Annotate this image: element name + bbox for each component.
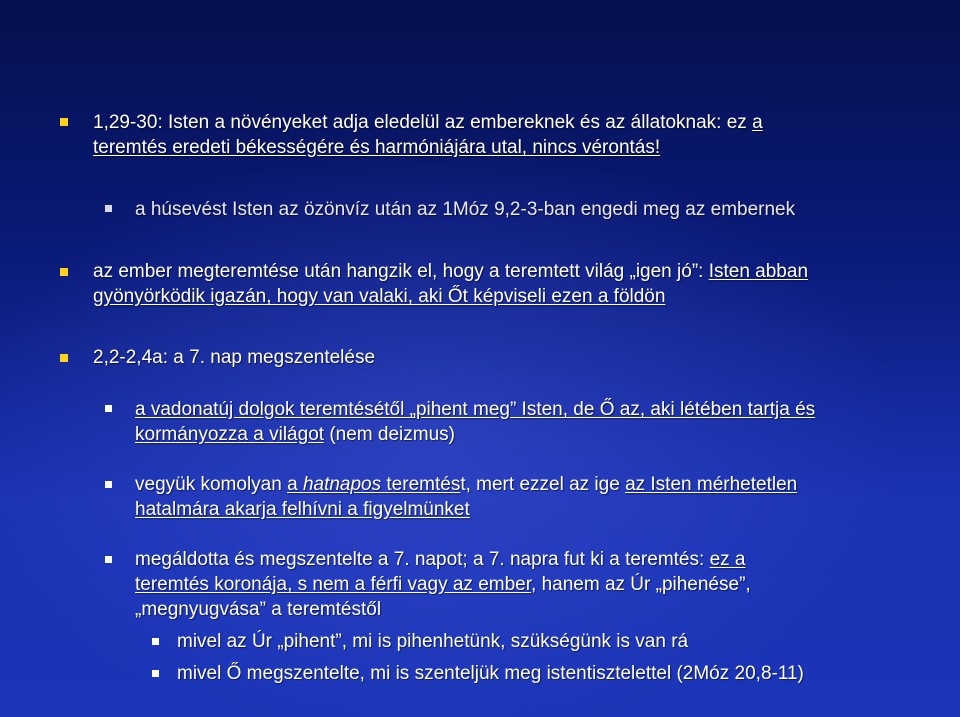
- paragraph-6-underlined-b: teremtés: [381, 474, 461, 495]
- paragraph-4-line-1: 2,2-2,4a: a 7. nap megszentelése: [93, 347, 376, 368]
- paragraph-3-text: az ember megteremtése után hangzik el, hogy a teremtett világ „igen jó”:: [93, 261, 709, 282]
- paragraph-6-text-b: t, mert ezzel az ige: [460, 474, 626, 495]
- paragraph-1-line-1: [93, 110, 763, 135]
- paragraph-6-underlined-c: az Isten mérhetetlen: [625, 474, 798, 495]
- paragraph-5-line-1: a vadonatúj dolgok teremtésétől „pihent meg” Isten, de Ő az, aki létében tartja és: [135, 399, 816, 420]
- bullet-6: [105, 481, 112, 488]
- bullet-3: [60, 268, 68, 276]
- paragraph-6-line-1: [135, 472, 797, 497]
- bullet-4: [60, 354, 68, 362]
- paragraph-5-line-2: [135, 422, 455, 447]
- paragraph-5-underlined: kormányozza a világot: [135, 424, 325, 445]
- paragraph-6-line-2: hatalmára akarja felhívni a figyelmünket: [135, 499, 470, 520]
- paragraph-7-text-a: megáldotta és megszentelte a 7. napot; a 7. napra fut ki a teremtés:: [135, 549, 710, 570]
- paragraph-2-line-1: a húsevést Isten az özönvíz után az 1Móz 9,2-3-ban engedi meg az embernek: [135, 199, 796, 220]
- bullet-2: [105, 205, 112, 212]
- bullet-8: [152, 638, 159, 645]
- paragraph-7-line-1: [135, 547, 745, 572]
- paragraph-8-line-1: mivel az Úr „pihent”, mi is pihenhetünk, szükségünk is van rá: [177, 631, 689, 652]
- paragraph-3-underlined: Isten abban: [708, 261, 809, 282]
- bullet-9: [152, 670, 159, 677]
- paragraph-3-line-1: [93, 259, 808, 284]
- paragraph-1-line-2: teremtés eredeti békességére és harmóniájára utal, nincs vérontás!: [93, 137, 661, 158]
- paragraph-5-text: (nem deizmus): [324, 424, 455, 445]
- paragraph-6-underlined-a: a: [287, 474, 303, 495]
- bullet-7: [105, 556, 112, 563]
- paragraph-9-line-1: mivel Ő megszentelte, mi is szenteljük meg istentisztelettel (2Móz 20,8-11): [177, 663, 804, 684]
- paragraph-7-underlined-b: teremtés koronája, s nem a férfi vagy az ember: [135, 574, 532, 595]
- paragraph-6-text-a: vegyük komolyan: [135, 474, 288, 495]
- paragraph-7-line-3: „megnyugvása” a teremtéstől: [135, 599, 382, 620]
- paragraph-6-italic-underlined: hatnapos: [302, 474, 382, 495]
- bullet-5: [105, 405, 112, 412]
- bullet-1: [60, 118, 68, 126]
- paragraph-7-line-2: [135, 572, 751, 597]
- paragraph-3-line-2: gyönyörködik igazán, hogy van valaki, aki Őt képviseli ezen a földön: [93, 286, 666, 307]
- paragraph-1-text: 1,29-30: Isten a növényeket adja eledelül az embereknek és az állatoknak: ez: [93, 112, 753, 133]
- paragraph-7-underlined-a: ez a: [709, 549, 746, 570]
- paragraph-7-text-b: , hanem az Úr „pihenése”,: [531, 574, 751, 595]
- paragraph-1-underlined: a: [752, 112, 763, 133]
